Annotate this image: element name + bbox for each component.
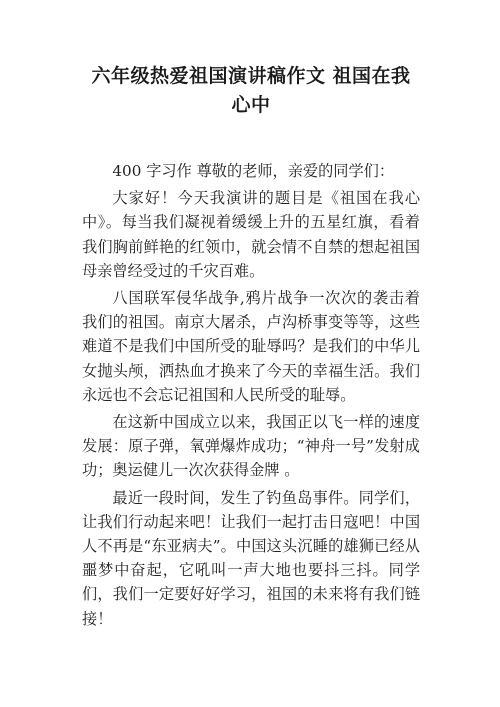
document-title: 六年级热爱祖国演讲稿作文 祖国在我心中 [91,65,411,116]
document-body [82,159,420,631]
paragraph-history: 八国联军侵华战争,鸦片战争一次次的袭击着我们的祖国。南京大屠杀，卢沟桥事变等等，这些难道不是我们中国所受的耻辱吗？是我们的中华儿女抛头颅，洒热血才换来了今天的幸福生活。我们永远也不会忘记祖国和人民所受的耻辱。 [82,289,420,404]
paragraph-intro: 大家好！今天我演讲的题目是《祖国在我心中》。每当我们凝视着缓缓上升的五星红旗，看着我们胸前鲜艳的红领巾，就会情不自禁的想起祖国母亲曾经受过的千灾百难。 [82,189,420,280]
paragraph-conclusion: 最近一段时间，发生了钓鱼岛事件。同学们，让我们行动起来吧！让我们一起打击日寇吧！中国人不再是“东亚病夫”。中国这头沉睡的雄狮已经从噩梦中奋起，它吼叫一声大地也要抖三抖。同学们，我们一定要好好学习，祖国的未来将有我们链接！ [82,488,420,628]
paragraph-greeting: 400 字习作 尊敬的老师，亲爱的同学们： [112,162,395,180]
paragraph-development: 在这新中国成立以来，我国正以飞一样的速度发展：原子弹，氧弹爆炸成功；“神舟一号”发射成功；奥运健儿一次次获得金牌 。 [82,413,420,480]
